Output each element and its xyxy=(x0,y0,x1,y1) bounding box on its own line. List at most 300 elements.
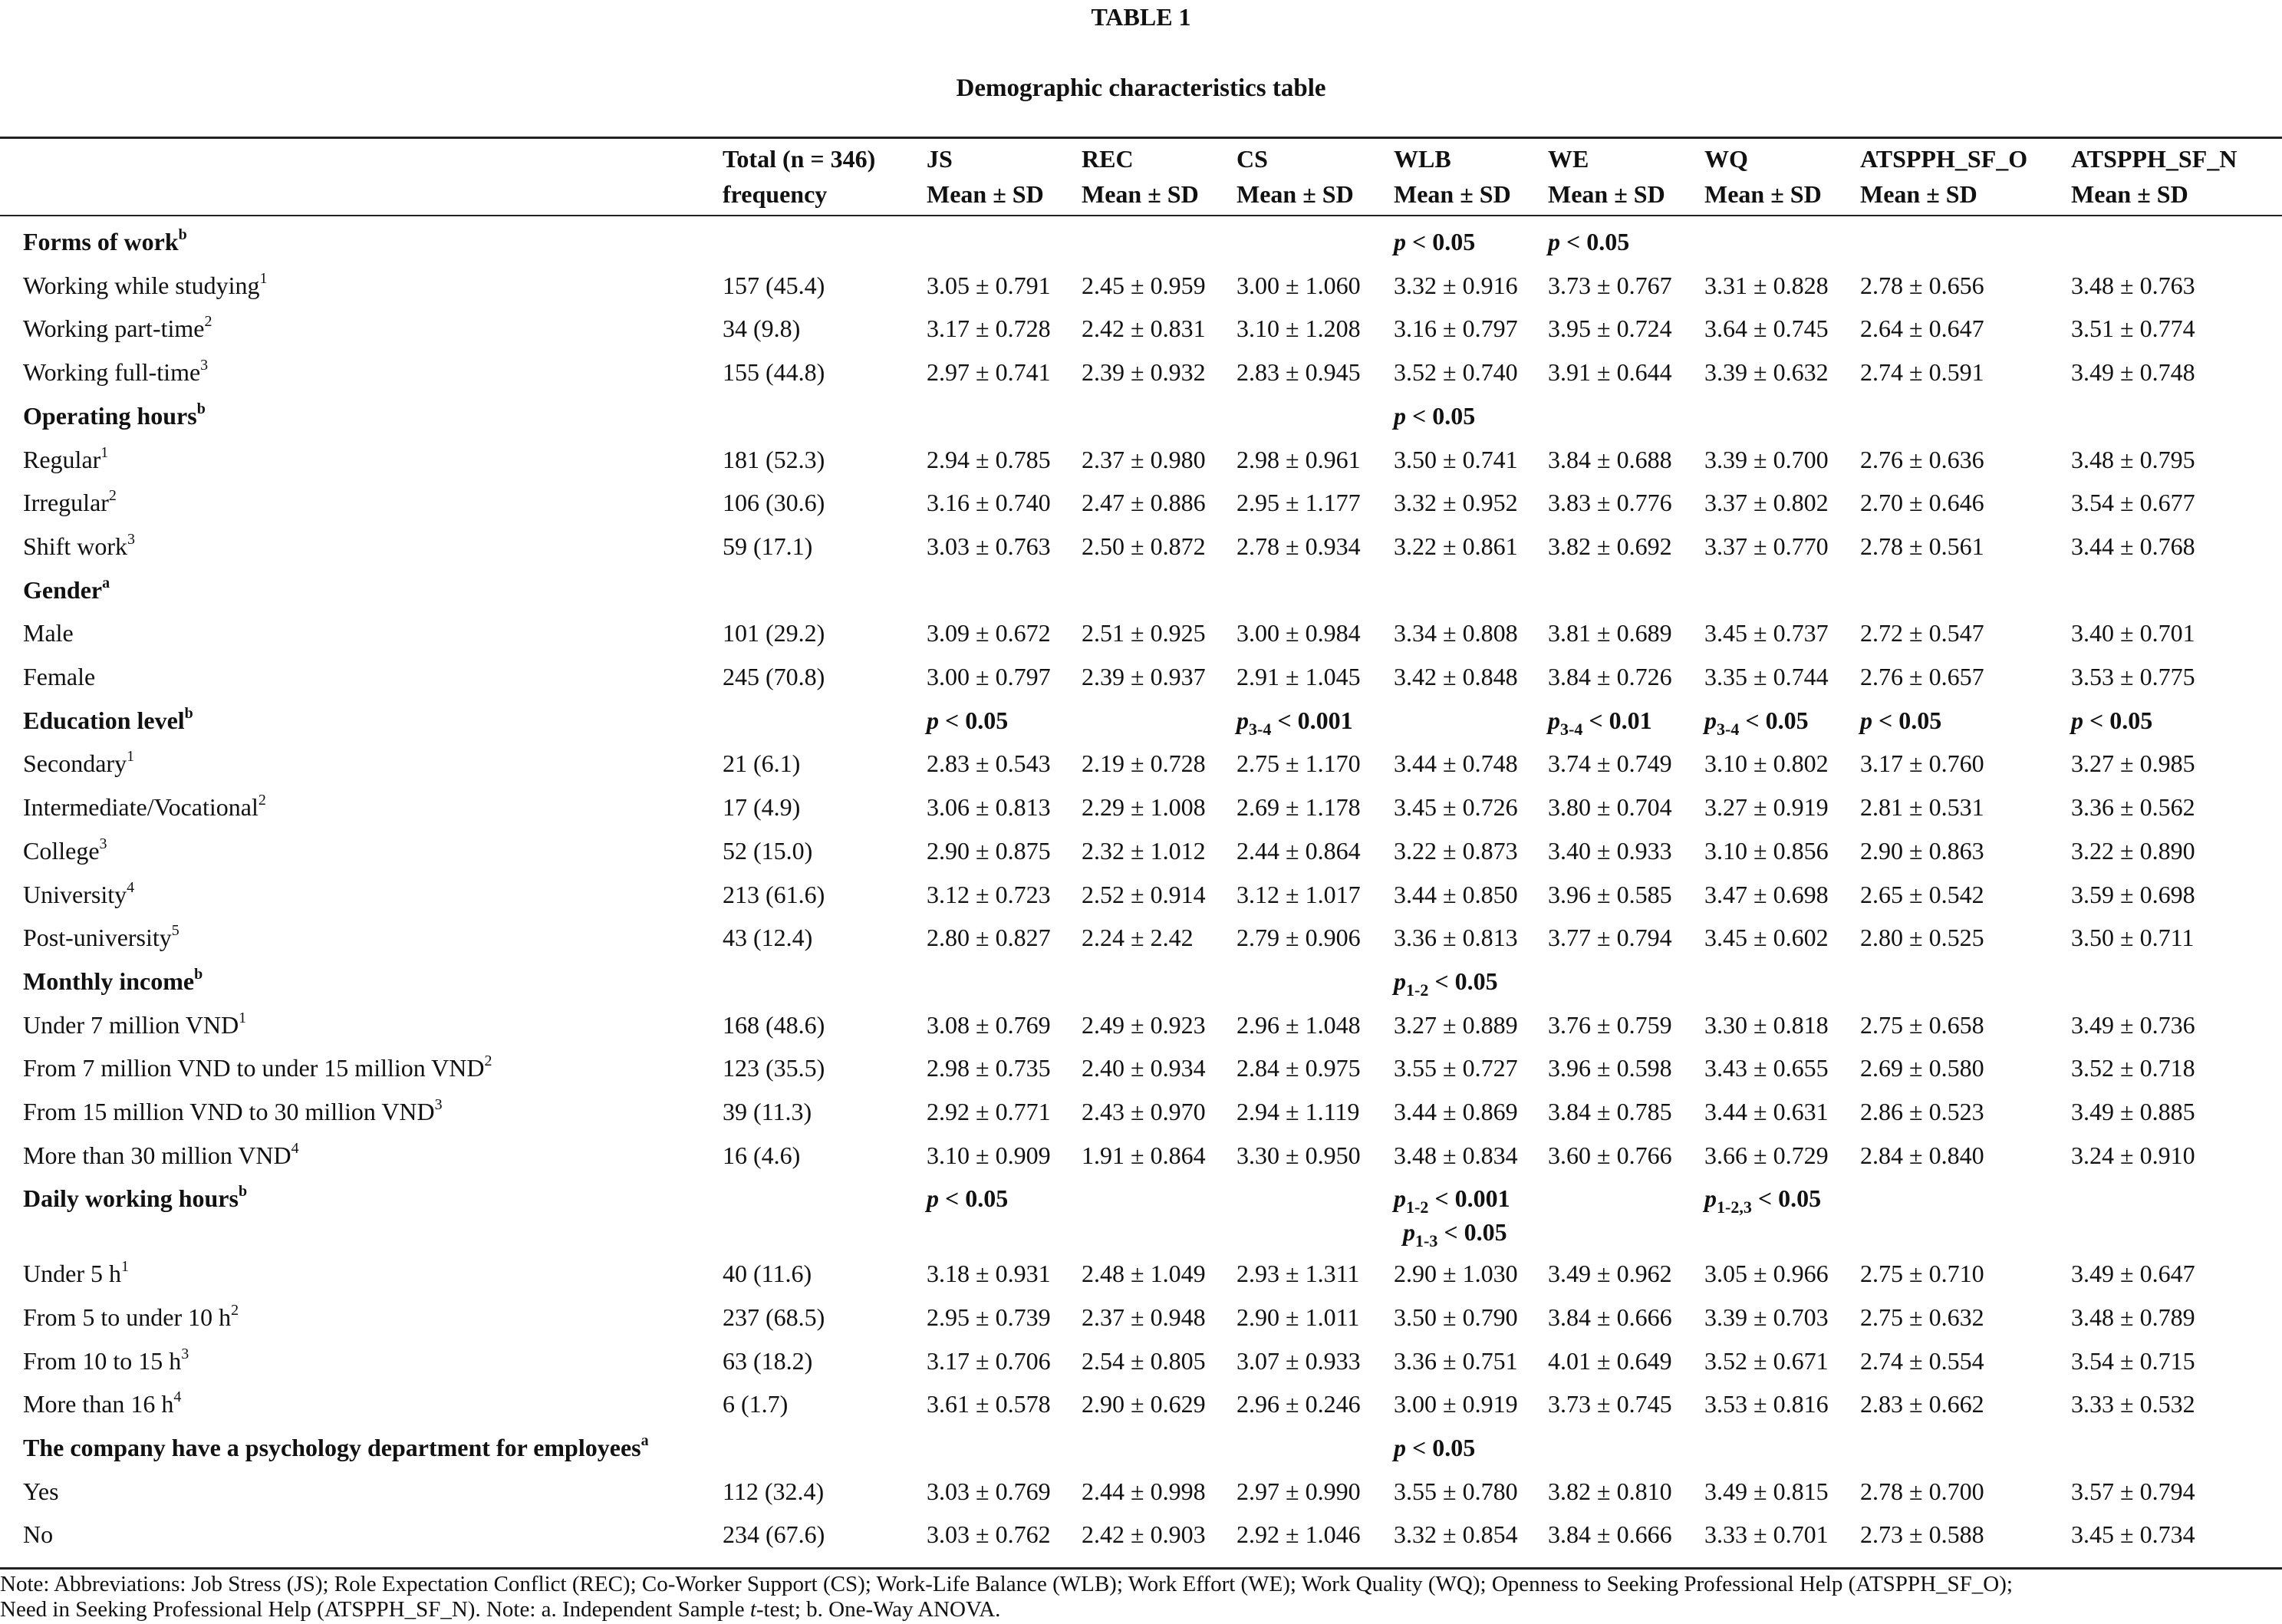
table-cell: 2.98 ± 0.735 xyxy=(927,1054,1051,1082)
table-cell: 2.70 ± 0.646 xyxy=(1860,489,1984,517)
table-cell: 3.00 ± 0.984 xyxy=(1236,619,1361,647)
column-header-title: ATSPPH_SF_N xyxy=(2071,145,2238,173)
table-cell: 3.07 ± 0.933 xyxy=(1236,1346,1361,1375)
table-cell: 3.96 ± 0.598 xyxy=(1548,1054,1672,1082)
table-cell: 2.83 ± 0.543 xyxy=(927,749,1051,778)
table-cell: 6 (1.7) xyxy=(723,1390,789,1418)
table-cell: 3.77 ± 0.794 xyxy=(1548,924,1672,952)
p-value xyxy=(1394,1426,1475,1470)
table-cell: 3.48 ± 0.789 xyxy=(2071,1303,2195,1331)
p-value-entry xyxy=(1394,1434,1475,1461)
table-cell: 3.16 ± 0.740 xyxy=(927,489,1051,517)
row-label-text: Yes xyxy=(23,1477,59,1505)
section-title-footnote: a xyxy=(640,1431,649,1449)
column-header xyxy=(2071,141,2237,212)
row-label xyxy=(23,1339,189,1383)
table-cell: 2.39 ± 0.932 xyxy=(1082,358,1206,387)
table-cell: 2.24 ± 2.42 xyxy=(1082,924,1194,952)
row-label-footnote: 3 xyxy=(200,357,209,374)
table-cell: 59 (17.1) xyxy=(723,532,813,560)
table-cell: 112 (32.4) xyxy=(723,1477,825,1505)
p-value-threshold: < 0.05 xyxy=(1444,1218,1507,1247)
table-cell: 2.96 ± 1.048 xyxy=(1236,1010,1361,1039)
p-value-entry xyxy=(1548,706,1652,739)
table-caption: Demographic characteristics table xyxy=(956,74,1326,102)
note-line-1: Note: Abbreviations: Job Stress (JS); Role Expectation Conflict (REC); Co-Worker Support (CS); Work-Life Balance (WLB); Work Effort (WE); Work Quality (WQ); Openness to Seeking Professional Help (ATSPPH_SF_O); xyxy=(0,1572,2013,1596)
table-cell: 3.31 ± 0.828 xyxy=(1704,271,1829,299)
table-cell: 2.95 ± 1.177 xyxy=(1236,489,1361,517)
table-cell: 2.76 ± 0.657 xyxy=(1860,663,1984,690)
table-cell: 2.90 ± 1.011 xyxy=(1236,1303,1360,1331)
row-label-text: From 7 million VND to under 15 million VND xyxy=(23,1054,485,1082)
row-label xyxy=(23,264,268,308)
table-cell: 2.74 ± 0.554 xyxy=(1860,1346,1984,1375)
p-value-groups: 1-2,3 xyxy=(1717,1197,1752,1217)
column-header-subtitle: Mean ± SD xyxy=(2071,180,2188,208)
table-cell: 3.39 ± 0.632 xyxy=(1704,358,1829,387)
row-label-text: Irregular xyxy=(23,489,109,517)
table-cell: 2.40 ± 0.934 xyxy=(1082,1054,1206,1082)
row-label xyxy=(23,1470,59,1514)
table-cell: 3.45 ± 0.602 xyxy=(1704,924,1829,952)
table-cell: 3.45 ± 0.734 xyxy=(2071,1520,2195,1549)
table-cell: 3.06 ± 0.813 xyxy=(927,793,1051,822)
section-title xyxy=(23,394,206,438)
table-row xyxy=(0,1513,2282,1556)
table-cell: 3.49 ± 0.647 xyxy=(2071,1260,2195,1288)
row-label xyxy=(23,351,208,394)
table-cell: 2.69 ± 1.178 xyxy=(1236,793,1361,822)
table-cell: 3.17 ± 0.760 xyxy=(1860,749,1984,778)
row-label-text: From 15 million VND to 30 million VND xyxy=(23,1098,435,1125)
table-cell: 3.16 ± 0.797 xyxy=(1394,315,1518,343)
table-cell: 3.57 ± 0.794 xyxy=(2071,1477,2195,1505)
table-cell: 2.86 ± 0.523 xyxy=(1860,1098,1984,1125)
row-label xyxy=(23,1513,53,1556)
p-value-entry xyxy=(1394,967,1498,1000)
table-cell: 21 (6.1) xyxy=(723,749,801,778)
row-label xyxy=(23,873,134,917)
p-value-threshold: < 0.05 xyxy=(1412,401,1476,430)
table-cell: 3.37 ± 0.770 xyxy=(1704,532,1829,560)
table-cell: 3.81 ± 0.689 xyxy=(1548,619,1672,647)
row-label-text: College xyxy=(23,836,100,865)
table-row xyxy=(0,1090,2282,1134)
table-cell: 3.51 ± 0.774 xyxy=(2071,315,2195,343)
column-header-subtitle: Mean ± SD xyxy=(1236,180,1354,208)
p-value xyxy=(1394,220,1475,264)
table-cell: 2.90 ± 0.629 xyxy=(1082,1390,1206,1418)
table-cell: 2.81 ± 0.531 xyxy=(1860,793,1984,822)
table-cell: 2.84 ± 0.975 xyxy=(1236,1054,1361,1082)
row-label-footnote: 2 xyxy=(108,487,117,505)
p-value-entry xyxy=(1394,228,1475,255)
p-value-symbol: p xyxy=(1394,1184,1406,1213)
section-title-footnote: b xyxy=(238,1183,248,1201)
p-value-symbol: p xyxy=(1394,967,1406,995)
table-cell: 3.12 ± 1.017 xyxy=(1236,880,1361,908)
section-title-text: Education level xyxy=(23,706,185,734)
table-cell: 2.92 ± 0.771 xyxy=(927,1098,1051,1125)
table-row xyxy=(0,916,2282,960)
section-title-text: Forms of work xyxy=(23,228,179,255)
row-label-text: Female xyxy=(23,663,96,690)
table-cell: 123 (35.5) xyxy=(723,1054,825,1082)
section-title-text: Daily working hours xyxy=(23,1184,239,1213)
table-cell: 2.90 ± 0.875 xyxy=(927,836,1051,865)
table-cell: 52 (15.0) xyxy=(723,836,813,865)
column-header-title: ATSPPH_SF_O xyxy=(1860,145,2028,173)
table-cell: 2.32 ± 1.012 xyxy=(1082,836,1206,865)
column-header-subtitle: frequency xyxy=(723,180,828,208)
p-value-symbol: p xyxy=(1548,706,1560,734)
table-cell: 3.40 ± 0.701 xyxy=(2071,619,2195,647)
row-label xyxy=(23,481,117,525)
row-label xyxy=(23,1046,492,1090)
table-cell: 168 (48.6) xyxy=(723,1010,825,1039)
table-cell: 3.82 ± 0.692 xyxy=(1548,532,1672,560)
p-value xyxy=(927,699,1008,743)
table-cell: 3.84 ± 0.666 xyxy=(1548,1520,1672,1549)
table-cell: 43 (12.4) xyxy=(723,924,813,952)
table-cell: 3.05 ± 0.791 xyxy=(927,271,1051,299)
table-cell: 3.59 ± 0.698 xyxy=(2071,880,2195,908)
section-title-footnote: a xyxy=(102,574,110,591)
table-cell: 2.75 ± 0.710 xyxy=(1860,1260,1984,1288)
table-cell: 2.78 ± 0.561 xyxy=(1860,532,1984,560)
table-cell: 3.44 ± 0.850 xyxy=(1394,880,1518,908)
table-cell: 3.36 ± 0.813 xyxy=(1394,924,1518,952)
table-row xyxy=(0,481,2282,525)
p-value-symbol: p xyxy=(1394,228,1406,255)
table-cell: 3.47 ± 0.698 xyxy=(1704,880,1829,908)
table-row xyxy=(0,1382,2282,1426)
table-cell: 2.74 ± 0.591 xyxy=(1860,358,1984,387)
p-value-symbol: p xyxy=(1403,1218,1415,1247)
table-cell: 3.44 ± 0.631 xyxy=(1704,1098,1829,1125)
table-cell: 2.48 ± 1.049 xyxy=(1082,1260,1206,1288)
p-value-threshold: < 0.05 xyxy=(1434,967,1498,995)
row-label xyxy=(23,742,134,786)
p-value-symbol: p xyxy=(1860,706,1872,734)
row-label-footnote: 2 xyxy=(204,313,212,331)
p-value-symbol: p xyxy=(1394,401,1406,430)
note-line-2-post: -test; b. One-Way ANOVA. xyxy=(756,1597,1001,1622)
table-cell: 3.84 ± 0.688 xyxy=(1548,445,1672,473)
row-label-footnote: 2 xyxy=(258,792,266,809)
p-value xyxy=(1394,960,1498,1003)
p-value-groups: 1-2 xyxy=(1406,980,1429,1000)
p-value-entry xyxy=(1394,402,1475,430)
row-label-footnote: 3 xyxy=(99,835,107,852)
table-row xyxy=(0,1339,2282,1383)
p-value-threshold: < 0.01 xyxy=(1589,706,1652,734)
table-row xyxy=(0,873,2282,917)
table-cell: 3.54 ± 0.677 xyxy=(2071,489,2195,517)
column-header xyxy=(1082,141,1199,212)
row-label xyxy=(23,611,74,655)
p-value-entry xyxy=(927,707,1008,734)
p-value-threshold: < 0.05 xyxy=(1566,228,1630,255)
row-label xyxy=(23,1003,246,1047)
note-line-2 xyxy=(0,1597,2270,1622)
table-cell: 3.52 ± 0.671 xyxy=(1704,1346,1829,1375)
p-value-entry xyxy=(1394,1181,1510,1215)
table-cell: 3.09 ± 0.672 xyxy=(927,619,1051,647)
table-row xyxy=(0,829,2282,873)
table-cell: 3.48 ± 0.795 xyxy=(2071,445,2195,473)
table-cell: 2.52 ± 0.914 xyxy=(1082,880,1206,908)
p-value-groups: 3-4 xyxy=(1560,719,1583,739)
table-cell: 2.43 ± 0.970 xyxy=(1082,1098,1206,1125)
table-cell: 3.36 ± 0.751 xyxy=(1394,1346,1518,1375)
p-value-symbol: p xyxy=(1394,1433,1406,1461)
table-cell: 17 (4.9) xyxy=(723,793,801,822)
table-row xyxy=(0,438,2282,482)
column-header-title: WE xyxy=(1548,145,1589,173)
p-value xyxy=(1236,699,1353,743)
column-header-title: JS xyxy=(927,145,953,173)
row-label-footnote: 4 xyxy=(173,1388,182,1406)
table-cell: 3.66 ± 0.729 xyxy=(1704,1141,1829,1169)
section-title-footnote: b xyxy=(178,226,187,243)
row-label-footnote: 1 xyxy=(239,1009,247,1026)
table-cell: 3.44 ± 0.768 xyxy=(2071,532,2195,560)
row-label xyxy=(23,829,107,873)
table-row xyxy=(0,351,2282,394)
p-value-entry xyxy=(1236,706,1353,739)
column-header-title: CS xyxy=(1236,145,1268,173)
row-label-footnote: 1 xyxy=(259,269,268,287)
table-cell: 2.44 ± 0.864 xyxy=(1236,836,1361,865)
p-value-entry xyxy=(1860,707,1941,734)
column-header xyxy=(1704,141,1822,212)
row-label-footnote: 4 xyxy=(291,1139,299,1157)
table-cell: 3.95 ± 0.724 xyxy=(1548,315,1672,343)
row-label-text: Male xyxy=(23,619,74,647)
row-label-text: Working full-time xyxy=(23,358,201,387)
table-cell: 3.64 ± 0.745 xyxy=(1704,315,1829,343)
table-cell: 3.35 ± 0.744 xyxy=(1704,663,1829,690)
table-note xyxy=(0,1572,2270,1622)
table-cell: 2.50 ± 0.872 xyxy=(1082,532,1206,560)
p-value-groups: 1-2 xyxy=(1406,1197,1429,1217)
table-cell: 2.47 ± 0.886 xyxy=(1082,489,1206,517)
bottom-rule xyxy=(0,1567,2282,1570)
row-label xyxy=(23,1296,239,1339)
table-cell: 3.24 ± 0.910 xyxy=(2071,1141,2195,1169)
table-cell: 3.49 ± 0.736 xyxy=(2071,1010,2195,1039)
table-cell: 3.30 ± 0.818 xyxy=(1704,1010,1829,1039)
table-cell: 3.34 ± 0.808 xyxy=(1394,619,1518,647)
table-cell: 2.93 ± 1.311 xyxy=(1236,1260,1360,1288)
table-cell: 2.92 ± 1.046 xyxy=(1236,1520,1361,1549)
table-cell: 3.18 ± 0.931 xyxy=(927,1260,1051,1288)
table-cell: 2.98 ± 0.961 xyxy=(1236,445,1361,473)
column-header xyxy=(1860,141,2027,212)
column-header xyxy=(927,141,1044,212)
table-cell: 3.03 ± 0.769 xyxy=(927,1477,1051,1505)
table-cell: 3.74 ± 0.749 xyxy=(1548,749,1672,778)
table-cell: 2.72 ± 0.547 xyxy=(1860,619,1984,647)
table-cell: 2.95 ± 0.739 xyxy=(927,1303,1051,1331)
table-cell: 4.01 ± 0.649 xyxy=(1548,1346,1672,1375)
table-cell: 2.75 ± 1.170 xyxy=(1236,749,1361,778)
table-cell: 213 (61.6) xyxy=(723,880,825,908)
row-label xyxy=(23,525,135,568)
p-value xyxy=(1860,699,1941,743)
p-value-groups: 3-4 xyxy=(1249,719,1272,739)
column-header-subtitle: Mean ± SD xyxy=(1548,180,1665,208)
table-cell: 3.10 ± 0.909 xyxy=(927,1141,1051,1169)
section-row xyxy=(0,1426,2282,1470)
p-value-threshold: < 0.05 xyxy=(1412,228,1476,255)
row-label xyxy=(23,786,266,829)
table-cell: 16 (4.6) xyxy=(723,1141,801,1169)
table-cell: 3.44 ± 0.748 xyxy=(1394,749,1518,778)
table-cell: 3.10 ± 0.856 xyxy=(1704,836,1829,865)
table-cell: 34 (9.8) xyxy=(723,315,801,343)
table-cell: 63 (18.2) xyxy=(723,1346,813,1375)
table-cell: 2.19 ± 0.728 xyxy=(1082,749,1206,778)
p-value-threshold: < 0.05 xyxy=(1879,706,1942,734)
row-label-text: Secondary xyxy=(23,749,127,778)
p-value-threshold: < 0.05 xyxy=(1757,1184,1822,1213)
p-value-threshold: < 0.05 xyxy=(945,1184,1009,1213)
p-value-threshold: < 0.05 xyxy=(2089,706,2153,734)
section-row xyxy=(0,568,2282,612)
row-label-footnote: 2 xyxy=(484,1052,492,1070)
note-line-2-italic: t xyxy=(749,1597,756,1622)
row-label-footnote: 3 xyxy=(127,530,135,548)
section-row xyxy=(0,1177,2282,1251)
table-cell: 3.61 ± 0.578 xyxy=(927,1390,1051,1418)
row-label-text: Regular xyxy=(23,445,101,473)
table-cell: 2.73 ± 0.588 xyxy=(1860,1520,1984,1549)
table-cell: 2.83 ± 0.662 xyxy=(1860,1390,1984,1418)
table-cell: 245 (70.8) xyxy=(723,663,825,690)
table-cell: 3.60 ± 0.766 xyxy=(1548,1141,1672,1169)
table-cell: 2.51 ± 0.925 xyxy=(1082,619,1206,647)
p-value-symbol: p xyxy=(1704,706,1717,734)
table-cell: 3.50 ± 0.711 xyxy=(2071,924,2195,952)
section-title xyxy=(23,1177,247,1220)
table-cell: 2.96 ± 0.246 xyxy=(1236,1390,1361,1418)
row-label-footnote: 3 xyxy=(181,1345,189,1362)
p-value-threshold: < 0.001 xyxy=(1434,1184,1510,1213)
column-header-subtitle: Mean ± SD xyxy=(1082,180,1199,208)
column-header-title: WQ xyxy=(1704,145,1748,173)
table-cell: 3.12 ± 0.723 xyxy=(927,880,1051,908)
table-cell: 2.42 ± 0.903 xyxy=(1082,1520,1206,1549)
section-title-footnote: b xyxy=(196,400,206,417)
table-cell: 2.42 ± 0.831 xyxy=(1082,315,1206,343)
table-cell: 3.73 ± 0.767 xyxy=(1548,271,1672,299)
p-value xyxy=(1704,699,1809,743)
table-cell: 3.37 ± 0.802 xyxy=(1704,489,1829,517)
row-label-footnote: 2 xyxy=(231,1301,239,1319)
table-cell: 3.82 ± 0.810 xyxy=(1548,1477,1672,1505)
table-cell: 3.84 ± 0.726 xyxy=(1548,663,1672,690)
row-label-footnote: 1 xyxy=(127,748,135,766)
row-label-text: Working while studying xyxy=(23,271,260,299)
row-label-text: From 5 to under 10 h xyxy=(23,1303,232,1331)
column-header-title: Total (n = 346) xyxy=(723,145,876,173)
p-value xyxy=(1548,220,1629,264)
table-cell: 2.94 ± 1.119 xyxy=(1236,1098,1360,1125)
table-row xyxy=(0,611,2282,655)
table-cell: 237 (68.5) xyxy=(723,1303,825,1331)
p-value-threshold: < 0.05 xyxy=(1412,1433,1476,1461)
table-cell: 2.76 ± 0.636 xyxy=(1860,445,1984,473)
table-cell: 2.83 ± 0.945 xyxy=(1236,358,1361,387)
table-cell: 2.44 ± 0.998 xyxy=(1082,1477,1206,1505)
table-cell: 3.49 ± 0.748 xyxy=(2071,358,2195,387)
table-cell: 2.90 ± 1.030 xyxy=(1394,1260,1518,1288)
table-cell: 3.96 ± 0.585 xyxy=(1548,880,1672,908)
table-cell: 2.94 ± 0.785 xyxy=(927,445,1051,473)
column-header-subtitle: Mean ± SD xyxy=(1704,180,1822,208)
table-cell: 101 (29.2) xyxy=(723,619,825,647)
table-cell: 2.97 ± 0.990 xyxy=(1236,1477,1361,1505)
table-row xyxy=(0,1003,2282,1047)
section-title-footnote: b xyxy=(184,704,193,722)
table-cell: 3.43 ± 0.655 xyxy=(1704,1054,1829,1082)
table-cell: 3.22 ± 0.890 xyxy=(2071,836,2195,865)
table-cell: 3.40 ± 0.933 xyxy=(1548,836,1672,865)
table-cell: 40 (11.6) xyxy=(723,1260,812,1288)
table-cell: 3.49 ± 0.815 xyxy=(1704,1477,1829,1505)
table-cell: 3.53 ± 0.775 xyxy=(2071,663,2195,690)
table-cell: 3.84 ± 0.666 xyxy=(1548,1303,1672,1331)
table-cell: 3.08 ± 0.769 xyxy=(927,1010,1051,1039)
table-cell: 1.91 ± 0.864 xyxy=(1082,1141,1206,1169)
row-label-footnote: 4 xyxy=(127,878,135,896)
p-value-groups: 1-3 xyxy=(1415,1231,1438,1251)
header-rule xyxy=(0,215,2282,216)
row-label xyxy=(23,1382,181,1426)
table-row xyxy=(0,786,2282,829)
table-cell: 3.10 ± 0.802 xyxy=(1704,749,1829,778)
table-cell: 3.55 ± 0.780 xyxy=(1394,1477,1518,1505)
column-header-subtitle: Mean ± SD xyxy=(1394,180,1511,208)
table-cell: 3.45 ± 0.737 xyxy=(1704,619,1829,647)
section-title xyxy=(23,699,193,743)
section-title-footnote: b xyxy=(194,965,203,983)
p-value-entry xyxy=(1704,706,1809,739)
column-header-title: WLB xyxy=(1394,145,1451,173)
table-cell: 3.03 ± 0.762 xyxy=(927,1520,1051,1549)
p-value xyxy=(1704,1177,1821,1220)
p-value-symbol: p xyxy=(927,1184,939,1213)
p-value-threshold: < 0.05 xyxy=(1745,706,1809,734)
table-cell: 2.54 ± 0.805 xyxy=(1082,1346,1206,1375)
row-label xyxy=(23,1090,443,1134)
row-label xyxy=(23,438,108,482)
top-rule xyxy=(0,137,2282,139)
p-value-entry xyxy=(1394,1215,1510,1249)
table-cell: 2.91 ± 1.045 xyxy=(1236,663,1361,690)
table-cell: 3.45 ± 0.726 xyxy=(1394,793,1518,822)
table-cell: 3.00 ± 1.060 xyxy=(1236,271,1361,299)
table-cell: 2.78 ± 0.700 xyxy=(1860,1477,1984,1505)
table-cell: 3.30 ± 0.950 xyxy=(1236,1141,1361,1169)
table-cell: 2.75 ± 0.658 xyxy=(1860,1010,1984,1039)
table-row xyxy=(0,1470,2282,1514)
column-header-title: REC xyxy=(1082,145,1134,173)
table-cell: 2.37 ± 0.980 xyxy=(1082,445,1206,473)
table-row xyxy=(0,655,2282,699)
